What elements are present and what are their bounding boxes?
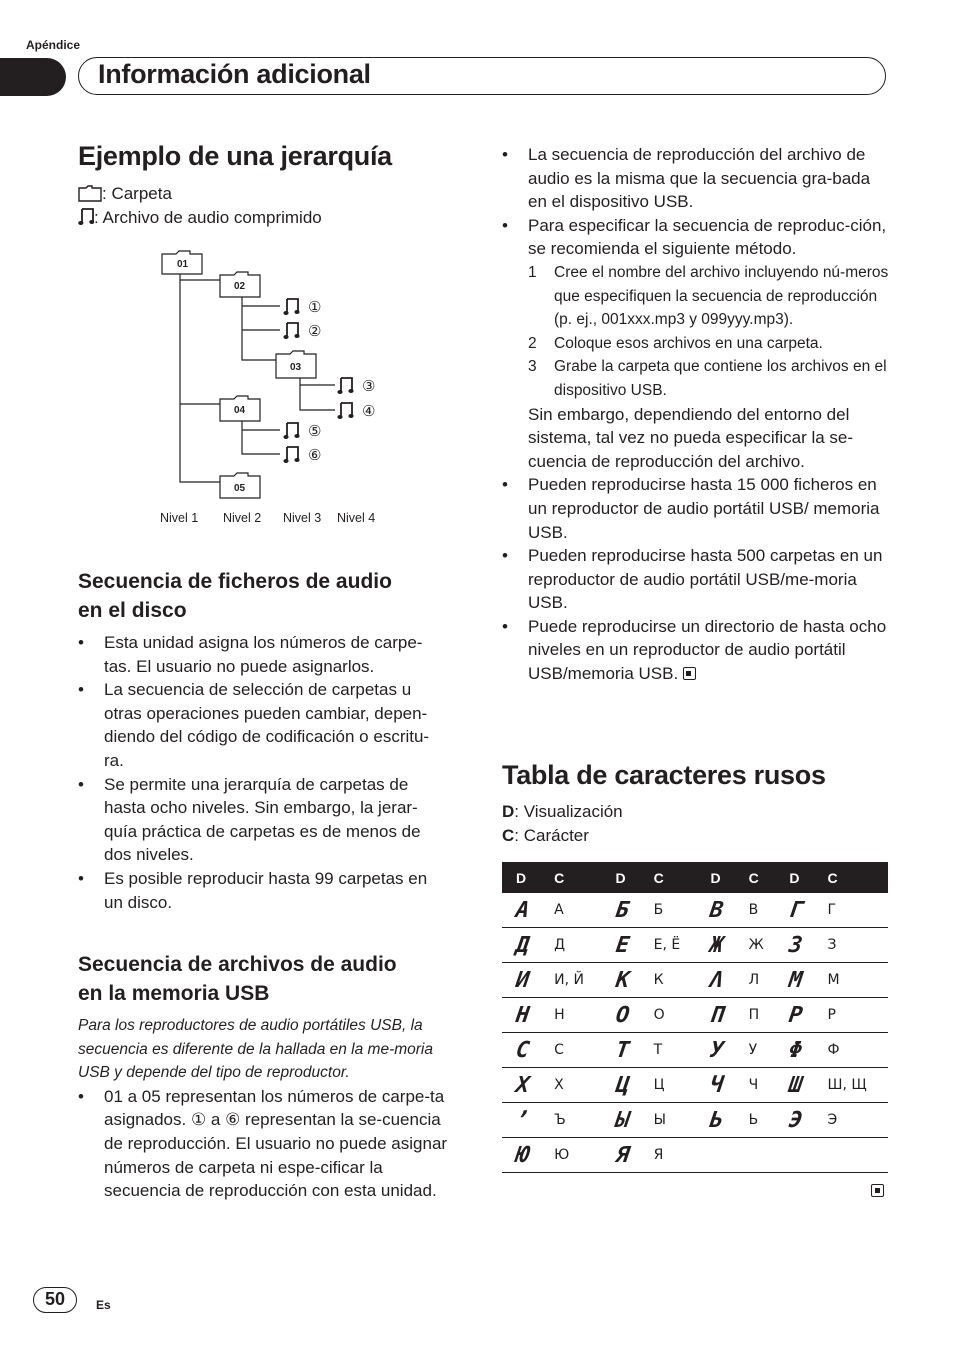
legend-d-text: : Visualización: [514, 802, 623, 821]
folder-03: [276, 351, 316, 378]
character-cell: В: [735, 893, 776, 928]
character-cell: Л: [735, 963, 776, 998]
character-cell: Б: [640, 893, 697, 928]
display-glyph-cell: Γ: [773, 893, 816, 928]
header-d: D: [602, 862, 640, 893]
character-cell: Ц: [640, 1068, 697, 1103]
character-cell: К: [640, 963, 697, 998]
character-cell: Ъ: [540, 1103, 601, 1138]
disc-title-line1: Secuencia de ficheros de audio: [78, 570, 392, 593]
disc-title-line2: en el disco: [78, 599, 187, 622]
display-glyph-cell: Ч: [694, 1068, 737, 1103]
display-glyph-cell: К: [599, 963, 642, 998]
display-glyph-cell: Я: [599, 1138, 642, 1173]
display-glyph-cell: У: [694, 1033, 737, 1068]
character-cell: М: [813, 963, 888, 998]
legend-audio-text: : Archivo de audio comprimido: [94, 208, 322, 227]
list-item: • Para especificar la secuencia de reproduc-ción, se recomienda el siguiente método.: [502, 214, 890, 261]
character-cell: Х: [540, 1068, 601, 1103]
character-cell: Д: [540, 928, 601, 963]
display-glyph-cell: Ϲ: [500, 1033, 543, 1068]
display-glyph-cell: Ц: [599, 1068, 642, 1103]
display-glyph-cell: Χ: [500, 1068, 543, 1103]
page-title: Información adicional: [98, 59, 371, 89]
display-glyph-cell: Η: [500, 998, 543, 1033]
usb-title-line2: en la memoria USB: [78, 982, 270, 1005]
character-cell: [813, 1138, 888, 1173]
file-6-label: ⑥: [308, 447, 322, 464]
legend-d-key: D: [502, 802, 515, 821]
steps-list: [528, 261, 890, 403]
display-glyph-cell: Τ: [599, 1033, 642, 1068]
table-row: [502, 1033, 888, 1068]
character-cell: Т: [640, 1033, 697, 1068]
folder-01: [162, 251, 202, 274]
display-glyph-cell: Э: [773, 1103, 816, 1138]
display-glyph-cell: Ε: [599, 928, 642, 963]
character-cell: А: [540, 893, 601, 928]
character-cell: У: [735, 1033, 776, 1068]
character-cell: И, Й: [540, 963, 601, 998]
level-4-label: Nivel 4: [337, 511, 376, 525]
display-glyph-cell: Α: [500, 893, 543, 928]
disc-bullets: [78, 631, 448, 914]
header-d: D: [775, 862, 813, 893]
character-cell: Ф: [813, 1033, 888, 1068]
table-row: [502, 1138, 888, 1173]
music-note-icon: [78, 206, 94, 233]
display-glyph-cell: Ш: [773, 1068, 816, 1103]
table-row: [502, 928, 888, 963]
character-cell: Ш, Щ: [813, 1068, 888, 1103]
character-cell: О: [640, 998, 697, 1033]
step-text: Cree el nombre del archivo incluyendo nú-meros que especifiquen la secuencia de reproducción (p. ej., 001xxx.mp3 y 099yyy.mp3).: [554, 263, 889, 329]
list-item: [528, 261, 890, 332]
step-number: 2: [528, 334, 537, 352]
table-row: [502, 998, 888, 1033]
header-d: D: [502, 862, 540, 893]
table-row: [502, 963, 888, 998]
character-cell: Р: [813, 998, 888, 1033]
folder-04: [220, 396, 260, 421]
folder-02: [220, 272, 260, 297]
list-item: • Pueden reproducirse hasta 500 carpetas en un reproductor de audio portátil USB/me-moria USB.: [502, 544, 890, 615]
character-cell: Е, Ё: [640, 928, 697, 963]
table-row: [502, 1103, 888, 1138]
character-cell: Ч: [735, 1068, 776, 1103]
level-3-label: Nivel 3: [283, 511, 322, 525]
usb-intro: Para los reproductores de audio portátiles USB, la secuencia es diferente de la hallada en la me-moria USB y depende del tipo de reproductor.: [78, 1017, 433, 1082]
bullet5-text: Puede reproducirse un directorio de hasta ocho niveles en un reproductor de audio portátil USB/memoria USB.: [528, 616, 887, 684]
legend-c-text: : Carácter: [514, 826, 589, 845]
display-glyph-cell: ʼ: [500, 1103, 543, 1138]
list-item: [502, 615, 890, 686]
section-label: Apéndice: [26, 38, 81, 52]
display-glyph-cell: Ж: [694, 928, 737, 963]
table-row: [502, 1068, 888, 1103]
disc-section-title: [78, 567, 458, 625]
display-glyph-cell: Ы: [599, 1103, 642, 1138]
language-code: Es: [96, 1298, 111, 1312]
usb-bullets: [78, 1085, 448, 1203]
hierarchy-title: Ejemplo de una jerarquía: [78, 141, 392, 171]
legend-audio: [78, 206, 322, 233]
legend-c-key: C: [502, 826, 515, 845]
list-item: • Es posible reproducir hasta 99 carpetas en un disco.: [78, 867, 448, 914]
folder-icon: [78, 184, 102, 209]
list-item: [528, 332, 890, 356]
display-glyph-cell: И: [500, 963, 543, 998]
display-glyph-cell: З: [773, 928, 816, 963]
list-item: • Esta unidad asigna los números de carpe-tas. El usuario no puede asignarlos.: [78, 631, 448, 678]
display-glyph-cell: Π: [694, 998, 737, 1033]
display-glyph-cell: Ρ: [773, 998, 816, 1033]
russian-characters-table: [502, 862, 888, 1173]
note-text: Sin embargo, dependiendo del entorno del sistema, tal vez no pueda especificar la se-cuencia de reproducción del archivo.: [528, 404, 854, 471]
display-glyph-cell: [694, 1138, 737, 1173]
list-item: • La secuencia de selección de carpetas u otras operaciones pueden cambiar, depen-diendo del código de codificación o escritu-ra.: [78, 678, 448, 772]
table-row: [502, 893, 888, 928]
legend-c: [502, 824, 589, 848]
character-cell: Я: [640, 1138, 697, 1173]
right-column: [502, 143, 890, 686]
page-number: 50: [33, 1287, 77, 1313]
usb-section: [78, 950, 463, 1203]
header-c: C: [813, 862, 888, 893]
list-item: [528, 355, 890, 402]
end-of-section-icon: [683, 667, 696, 680]
legend-folder-text: : Carpeta: [102, 184, 172, 203]
file-3-label: ③: [362, 378, 376, 395]
character-cell: Ы: [640, 1103, 697, 1138]
display-glyph-cell: Ю: [500, 1138, 543, 1173]
display-glyph-cell: В: [694, 893, 737, 928]
step-number: 1: [528, 263, 537, 281]
legend-d: [502, 800, 623, 824]
character-cell: З: [813, 928, 888, 963]
right-bullets-top: [502, 143, 890, 261]
character-cell: Н: [540, 998, 601, 1033]
file-5-label: ⑤: [308, 423, 322, 440]
display-glyph-cell: [773, 1138, 816, 1173]
character-cell: Ж: [735, 928, 776, 963]
russian-table-title: Tabla de caracteres rusos: [502, 760, 826, 790]
character-cell: Ь: [735, 1103, 776, 1138]
file-2-label: ②: [308, 323, 322, 340]
folder-05: [220, 473, 260, 498]
right-bullets-bottom: [502, 473, 890, 685]
disc-section: [78, 567, 458, 914]
step-text: Grabe la carpeta que contiene los archivos en el dispositivo USB.: [554, 358, 887, 399]
display-glyph-cell: Ο: [599, 998, 642, 1033]
file-4-label: ④: [362, 403, 376, 420]
level-2-label: Nivel 2: [223, 511, 262, 525]
header-d: D: [696, 862, 734, 893]
hierarchy-diagram: [150, 240, 410, 535]
character-cell: П: [735, 998, 776, 1033]
display-glyph-cell: Φ: [773, 1033, 816, 1068]
character-cell: С: [540, 1033, 601, 1068]
display-glyph-cell: М: [773, 963, 816, 998]
legend-folder: [78, 182, 172, 209]
list-item: • Se permite una jerarquía de carpetas de hasta ocho niveles. Sin embargo, la jerar-quía práctica de carpetas es de menos de dos niveles.: [78, 773, 448, 867]
table-end-marker: [871, 1183, 884, 1201]
usb-title-line1: Secuencia de archivos de audio: [78, 953, 397, 976]
level-1-label: Nivel 1: [160, 511, 199, 525]
header-c: C: [540, 862, 601, 893]
character-cell: Ю: [540, 1138, 601, 1173]
end-of-section-icon: [871, 1184, 884, 1197]
step-number: 3: [528, 358, 537, 376]
folder-03-label: 03: [290, 362, 302, 373]
header-c: C: [640, 862, 697, 893]
list-item: • 01 a 05 representan los números de carpe-ta asignados. ① a ⑥ representan la se-cuencia de reproducción. El usuario no puede asignar números de carpeta ni espe-cificar la secuencia de reproducción con esta unidad.: [78, 1085, 448, 1203]
display-glyph-cell: Λ: [694, 963, 737, 998]
header-c: C: [735, 862, 776, 893]
list-item: • La secuencia de reproducción del archivo de audio es la misma que la secuencia gra-bada en el dispositivo USB.: [502, 143, 890, 214]
folder-04-label: 04: [234, 405, 246, 416]
table-header-row: [502, 862, 888, 893]
character-cell: Э: [813, 1103, 888, 1138]
file-1-label: ①: [308, 299, 322, 316]
character-cell: Г: [813, 893, 888, 928]
folder-05-label: 05: [234, 483, 246, 494]
list-item: • Pueden reproducirse hasta 15 000 ficheros en un reproductor de audio portátil USB/ memoria USB.: [502, 473, 890, 544]
display-glyph-cell: Д: [500, 928, 543, 963]
step-text: Coloque esos archivos en una carpeta.: [554, 334, 823, 352]
character-cell: [735, 1138, 776, 1173]
usb-section-title: [78, 950, 463, 1008]
folder-02-label: 02: [234, 281, 246, 292]
display-glyph-cell: Ь: [694, 1103, 737, 1138]
section-tab: [0, 58, 66, 96]
folder-01-label: 01: [177, 259, 189, 270]
display-glyph-cell: Б: [599, 893, 642, 928]
